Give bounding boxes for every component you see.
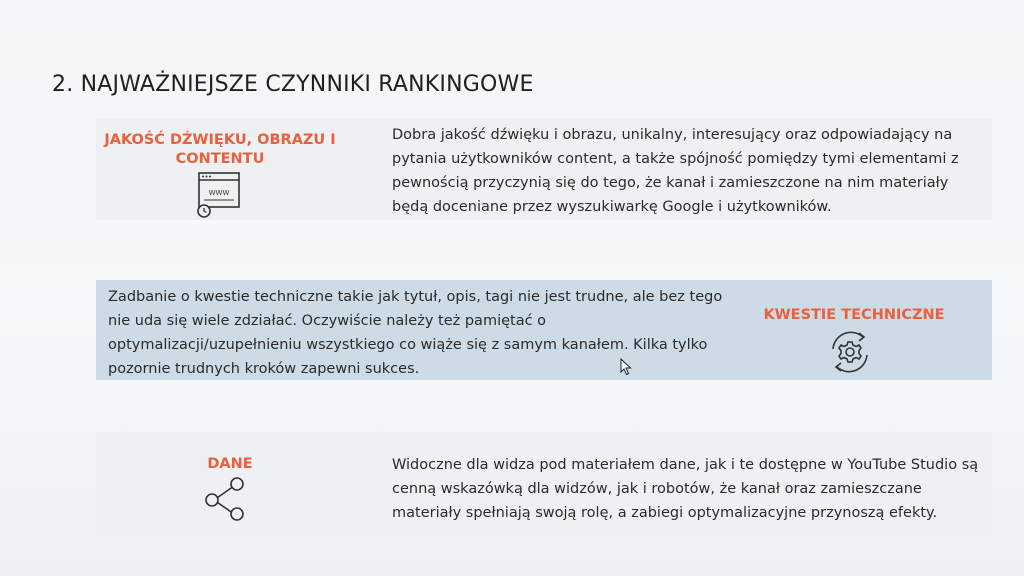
section-heading-quality-line2: CONTENTU [175,151,265,167]
section-heading-quality-line1: JAKOŚĆ DŹWIĘKU, OBRAZU I [104,132,336,148]
section-heading-technical: KWESTIE TECHNICZNE [763,307,945,323]
share-icon [200,474,250,524]
slide-title: 2. NAJWAŻNIEJSZE CZYNNIKI RANKINGOWE [52,72,534,97]
section-heading-quality [98,131,342,169]
browser-window-icon [196,170,244,220]
browser-icon-www-label: WWW [208,189,230,197]
gear-cycle-icon [823,325,877,379]
section-body-quality: Dobra jakość dźwięku i obrazu, unikalny, interesujący oraz odpowiadający na pytania użytkowników content, a także spójność pomiędzy tymi elementami z pewnością przyczynią się do tego, że kanał i zamieszczone na nim materiały będą doceniane przez wyszukiwarkę Google i użytkowników. [392,127,959,215]
section-body-data: Widoczne dla widza pod materiałem dane, jak i te dostępne w YouTube Studio są cenną wskazówką dla widzów, jak i robotów, że kanał oraz zamieszczane materiały spełniają swoją rolę, a zabiegi optymalizacyjne przynoszą efekty. [392,457,979,521]
mouse-cursor-icon [620,358,632,376]
section-heading-data: DANE [207,456,253,472]
section-body-technical: Zadbanie o kwestie techniczne takie jak tytuł, opis, tagi nie jest trudne, ale bez tego nie uda się wiele zdziałać. Oczywiście należy też pamiętać o optymalizacji/uzupełnieniu wszystkiego co wiąże się z samym kanałem. Kilka tylko pozornie trudnych kroków zapewni sukces. [108,289,723,377]
